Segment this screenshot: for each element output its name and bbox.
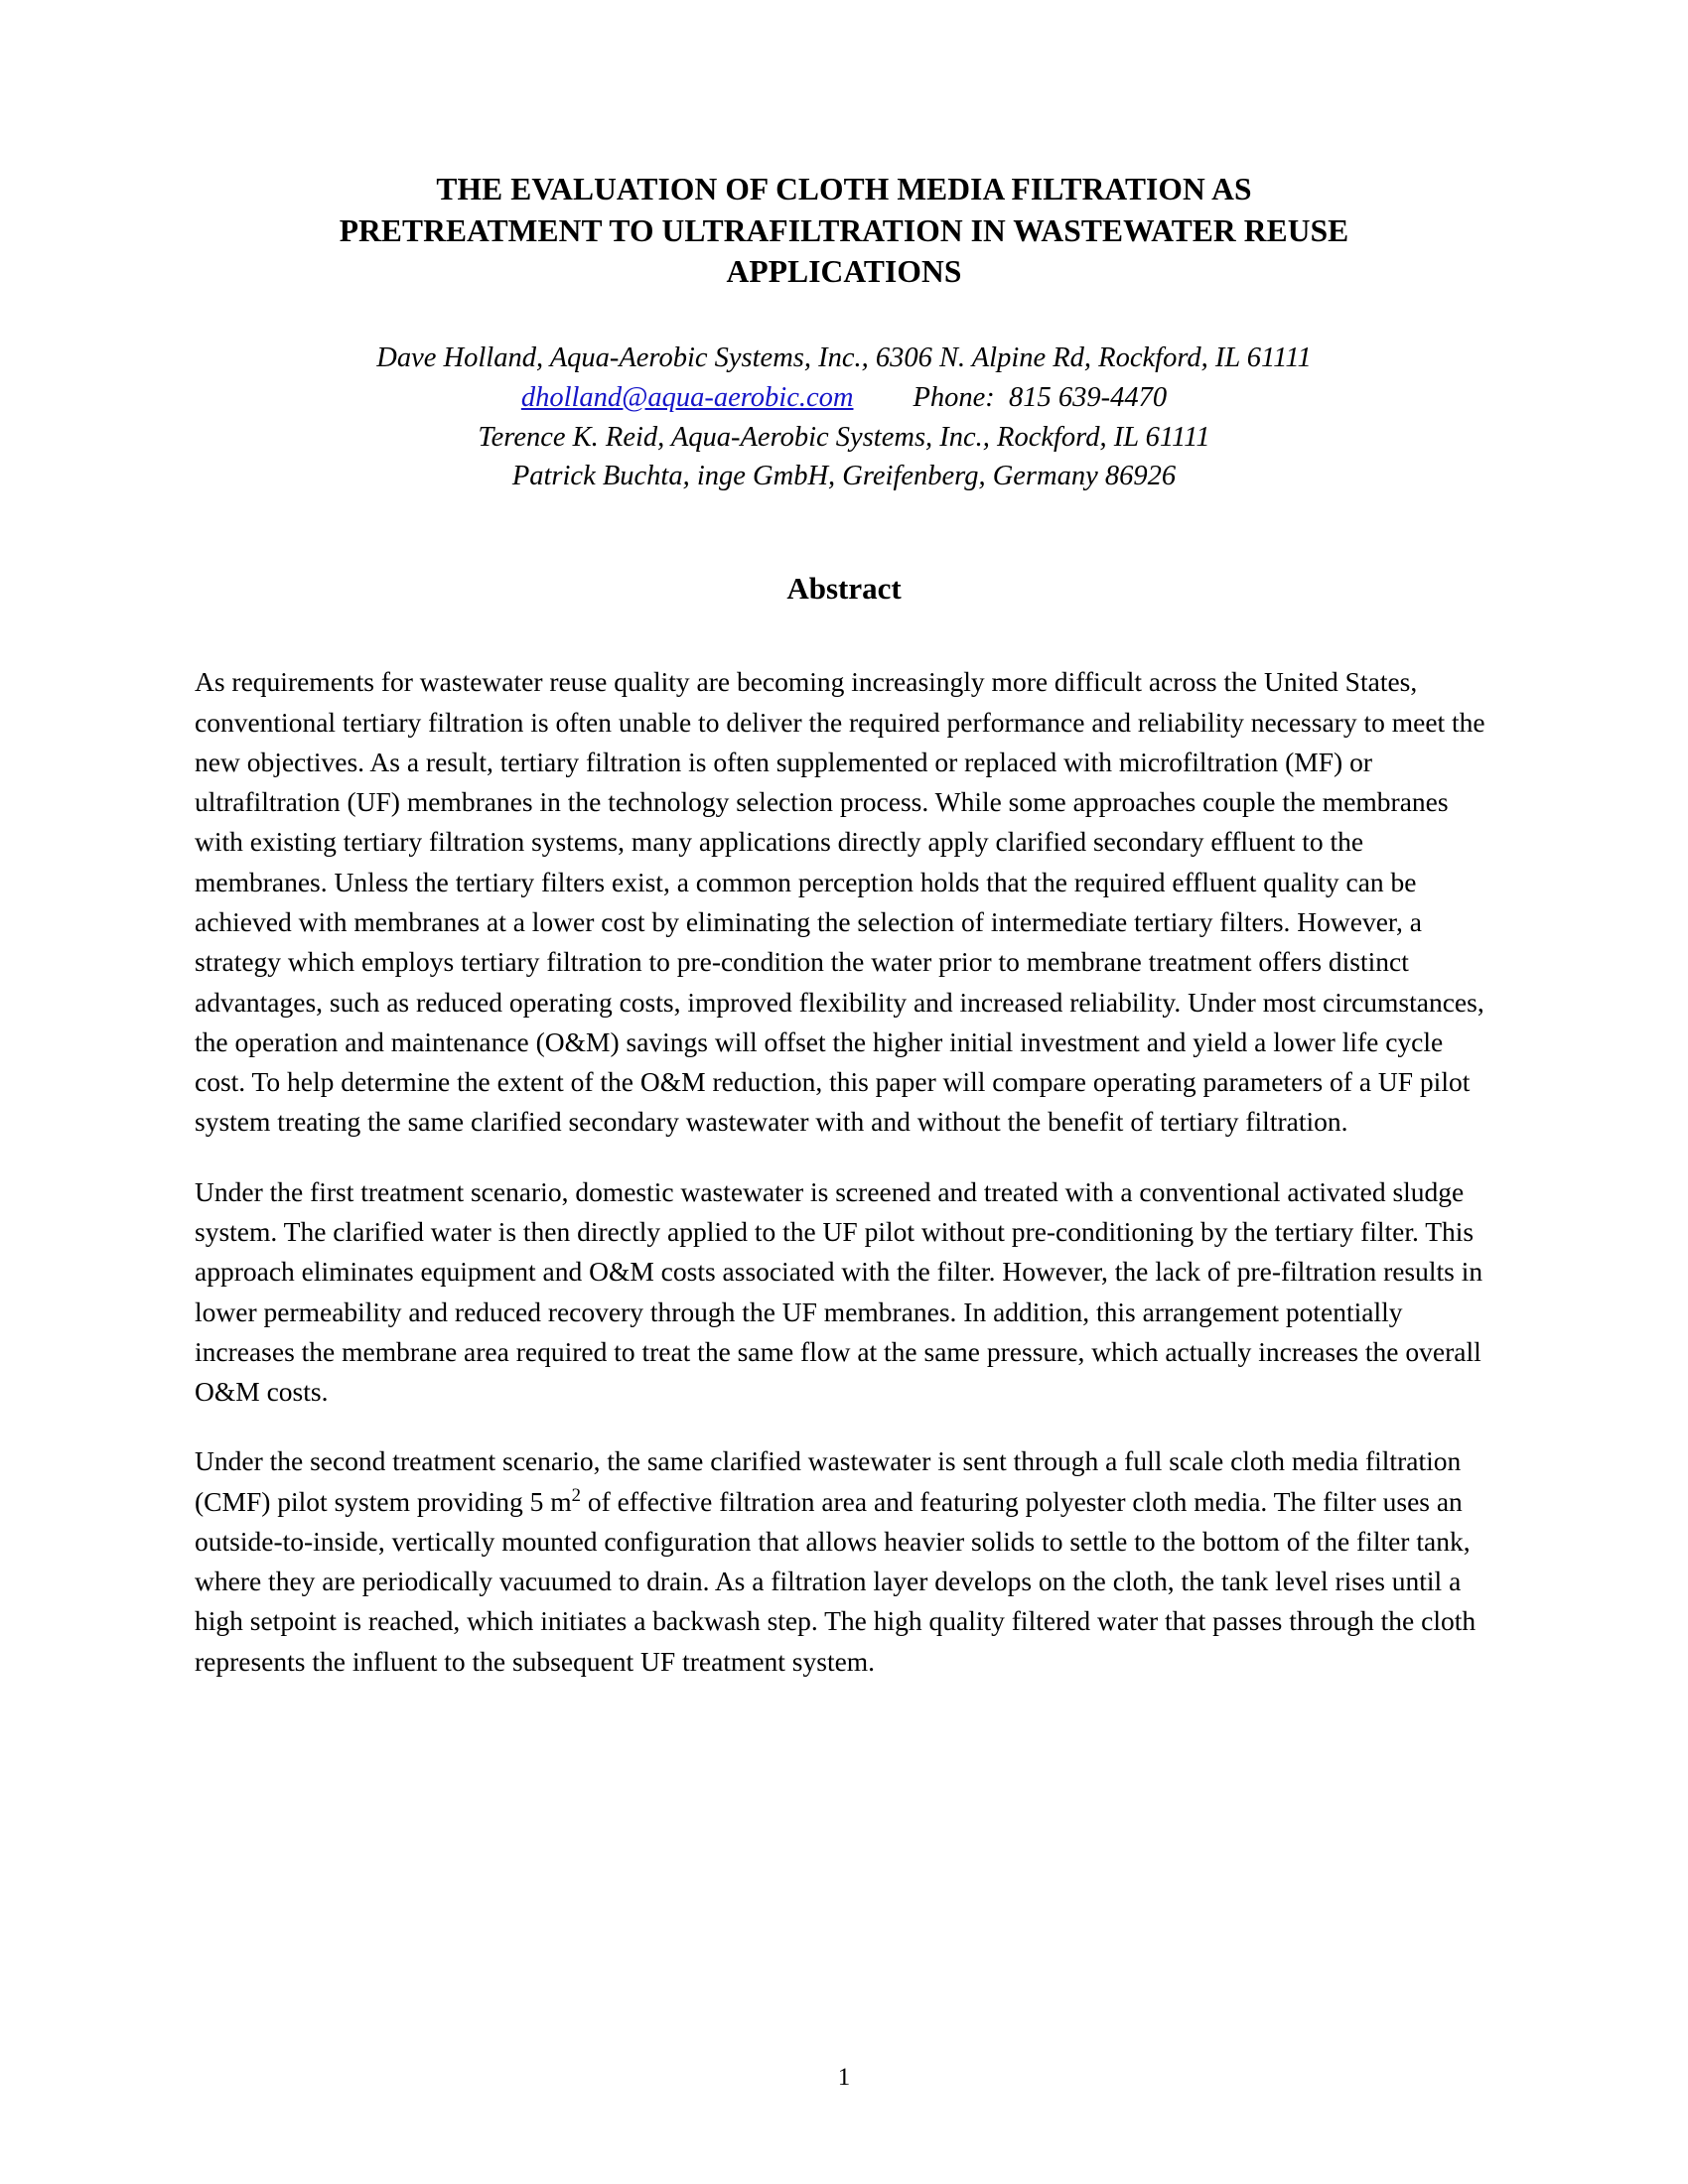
author-line-4: Patrick Buchta, inge GmbH, Greifenberg, Germany 86926 [511,461,1177,492]
author-phone: Phone: 815 639-4470 [913,381,1168,413]
title-line-3: APPLICATIONS [726,254,962,290]
paragraph-3-part-1: Under the second treatment scenario, the same clarified wastewater is sent through a full scale cloth media filtration (CMF) pilot system providing 5 m [195,1445,1462,1517]
author-line-1: Dave Holland, Aqua-Aerobic Systems, Inc., 6306 N. Alpine Rd, Rockford, IL 61111 [376,341,1312,373]
abstract-body [195,662,1493,1682]
paragraph-3-superscript: 2 [571,1484,582,1506]
author-email-link[interactable]: dholland@aqua-aerobic.com [520,381,854,413]
title-line-2: PRETREATMENT TO ULTRAFILTRATION IN WASTEWATER REUSE [339,212,1349,248]
page-title [195,169,1493,293]
author-block [195,339,1493,497]
author-line-3: Terence K. Reid, Aqua-Aerobic Systems, Inc., Rockford, IL 61111 [478,421,1210,453]
paragraph-1: As requirements for wastewater reuse quality are becoming increasingly more difficult across the United States, conventional tertiary filtration is often unable to deliver the required performance and reliability necessary to meet the new objectives. As a result, tertiary filtration is often supplemented or replaced with microfiltration (MF) or ultrafiltration (UF) membranes in the technology selection process. While some approaches couple the membranes with existing tertiary filtration systems, many applications directly apply clarified secondary effluent to the membranes. Unless the tertiary filters exist, a common perception holds that the required effluent quality can be achieved with membranes at a lower cost by eliminating the selection of intermediate tertiary filters. However, a strategy which employs tertiary filtration to pre-condition the water prior to membrane treatment offers distinct advantages, such as reduced operating costs, improved flexibility and increased reliability. Under most circumstances, the operation and maintenance (O&M) savings will offset the higher initial investment and yield a lower life cycle cost. To help determine the extent of the O&M reduction, this paper will compare operating parameters of a UF pilot system treating the same clarified secondary wastewater with and without the benefit of tertiary filtration. [195,666,1485,1138]
abstract-heading: Abstract [786,571,902,607]
title-line-1: THE EVALUATION OF CLOTH MEDIA FILTRATION AS [436,172,1252,206]
paragraph-3-part-2: of effective filtration area and featuring polyester cloth media. The filter uses an outside-to-inside, vertically mounted configuration that allows heavier solids to settle to the bottom of the filter tank, where they are periodically vacuumed to drain. As a filtration layer develops on the cloth, the tank level rises until a high setpoint is reached, which initiates a backwash step. The high quality filtered water that passes through the cloth represents the influent to the subsequent UF treatment system. [195,1485,1477,1677]
paragraph-3 [195,1441,1493,1682]
page-number: 1 [837,2064,851,2091]
author-contact-line [195,378,1493,418]
paragraph-2: Under the first treatment scenario, domestic wastewater is screened and treated with a conventional activated sludge system. The clarified water is then directly applied to the UF pilot without pre-conditioning by the tertiary filter. This approach eliminates equipment and O&M costs associated with the filter. However, the lack of pre-filtration results in lower permeability and reduced recovery through the UF membranes. In addition, this arrangement potentially increases the membrane area required to treat the same flow at the same pressure, which actually increases the overall O&M costs. [195,1175,1483,1408]
